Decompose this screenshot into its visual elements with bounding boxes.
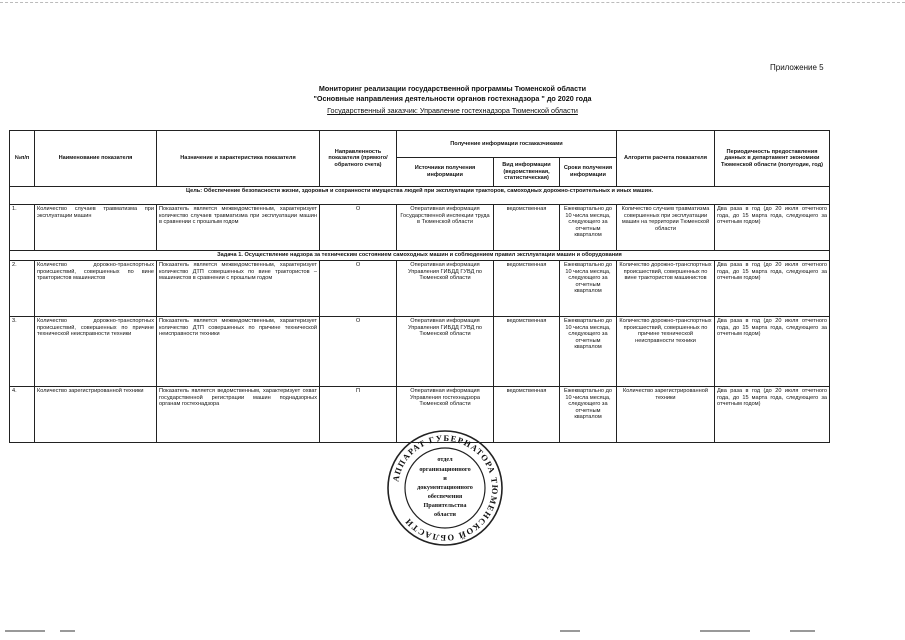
scan-mark [560,630,580,632]
row-purpose: Показатель является межведомственным, характеризует количество случаев травматизма при эксплуатации машин в сравнении с прошлым годом [157,205,320,251]
row-period: Два раза в год (до 20 июля отчетного года, до 15 марта года, следующего за отчетным годом) [715,261,830,317]
header-algorithm: Алгоритм расчета показателя [617,131,715,187]
row-algorithm: Количество дорожно-транспортных происшествий, совершенных по причине технической неисправности техники [617,317,715,387]
row-name: Количество зарегистрированной техники [35,387,157,443]
row-algorithm: Количество дорожно-транспортных происшествий, совершенных по вине трактористов машинистов [617,261,715,317]
header-kind: Вид информации (ведомственная, статистическая) [494,158,560,187]
row-term: Ежеквартально до 10 числа месяца, следующего за отчетным кварталом [560,317,617,387]
header-purpose: Назначение и характеристика показателя [157,131,320,187]
stamp-line: отдел [437,456,453,463]
row-direction: О [320,205,397,251]
row-period: Два раза в год (до 20 июля отчетного года, до 15 марта года, следующего за отчетным годом) [715,317,830,387]
scan-mark [700,630,750,632]
stamp-line: области [434,511,456,518]
header-name: Наименование показателя [35,131,157,187]
row-purpose: Показатель является межведомственным, характеризует количество ДТП совершенных по вине трактористов – машинистов в сравнении с прошлым годом [157,261,320,317]
row-kind: ведомственная [494,387,560,443]
header-num: №п/п [10,131,35,187]
table-row [10,261,830,317]
appendix-label: Приложение 5 [770,63,824,72]
row-direction: О [320,317,397,387]
header-direction: Направленность показателя (прямого/обратного счета) [320,131,397,187]
row-algorithm: Количество случаев травматизма совершенных при эксплуатации машин на территории Тюменской области [617,205,715,251]
row-period: Два раза в год (до 20 июля отчетного года, до 15 марта года, следующего за отчетным годом) [715,387,830,443]
row-term: Ежеквартально до 10 числа месяца, следующего за отчетным кварталом [560,261,617,317]
stamp-ring-text: АППАРАТ ГУБЕРНАТОРА ТЮМЕНСКОЙ ОБЛАСТИ [390,432,501,544]
row-term: Ежеквартально до 10 числа месяца, следующего за отчетным кварталом [560,387,617,443]
table-row [10,205,830,251]
row-kind: ведомственная [494,261,560,317]
row-kind: ведомственная [494,317,560,387]
row-algorithm: Количество зарегистрированной техники [617,387,715,443]
scan-edge [0,2,905,3]
row-name: Количество дорожно-транспортных происшествий, совершенных по причине технической неисправности техники [35,317,157,387]
doc-title: Мониторинг реализации государственной программы Тюменской области [318,84,587,93]
row-source: Оперативная информация Управления гостехнадзора Тюменской области [397,387,494,443]
row-term: Ежеквартально до 10 числа месяца, следующего за отчетным кварталом [560,205,617,251]
stamp-line: документационного [417,484,473,491]
header-period: Периодичность предоставления данных в департамент экономики Тюменской области (полугодие, год) [715,131,830,187]
stamp-line: организационного [419,466,471,473]
scan-mark [5,630,45,632]
row-period: Два раза в год (до 20 июля отчетного года, до 15 марта года, следующего за отчетным годом) [715,205,830,251]
official-stamp [385,428,505,548]
stamp-line: Правительства [423,502,467,509]
header-sources: Источники получения информации [397,158,494,187]
row-name: Количество дорожно-транспортных происшествий, совершенных по вине трактористов машинистов [35,261,157,317]
scan-mark [60,630,75,632]
row-purpose: Показатель является ведомственным, характеризует охват государственной регистрации машин поднадзорных органам гостехнадзора [157,387,320,443]
row-direction: О [320,261,397,317]
row-kind: ведомственная [494,205,560,251]
row-source: Оперативная информация Управления ГИБДД ГУВД по Тюменской области [397,261,494,317]
row-num: 4. [10,387,35,443]
scan-mark [790,630,815,632]
table-row [10,317,830,387]
row-num: 1. [10,205,35,251]
doc-subtitle: "Основные направления деятельности органов гостехнадзора " до 2020 года [313,94,592,103]
header-terms: Сроки получения информации [560,158,617,187]
stamp-line: обеспечения [427,493,463,500]
row-source: Оперативная информация Управления ГИБДД ГУВД по Тюменской области [397,317,494,387]
task-row: Задача 1. Осуществление надзора за техническим состоянием самоходных машин и соблюдением правил эксплуатации машин и оборудования [10,251,830,261]
header-info-group: Получение информации госзаказчиками [397,131,617,158]
row-direction: П [320,387,397,443]
monitoring-table [9,130,830,443]
goal-row: Цель: Обеспечение безопасности жизни, здоровья и сохранности имущества людей при эксплуатации тракторов, самоходных дорожно-строительных и иных машин. [10,187,830,205]
row-num: 3. [10,317,35,387]
row-name: Количество случаев травматизма при эксплуатации машин [35,205,157,251]
row-num: 2. [10,261,35,317]
row-purpose: Показатель является межведомственным, характеризует количество ДТП совершенных по причине технической неисправности техники [157,317,320,387]
stamp-line: и [443,475,447,482]
row-source: Оперативная информация Государственной инспекции труда в Тюменской области [397,205,494,251]
doc-customer: Государственный заказчик: Управление гостехнадзора Тюменской области [327,106,578,115]
